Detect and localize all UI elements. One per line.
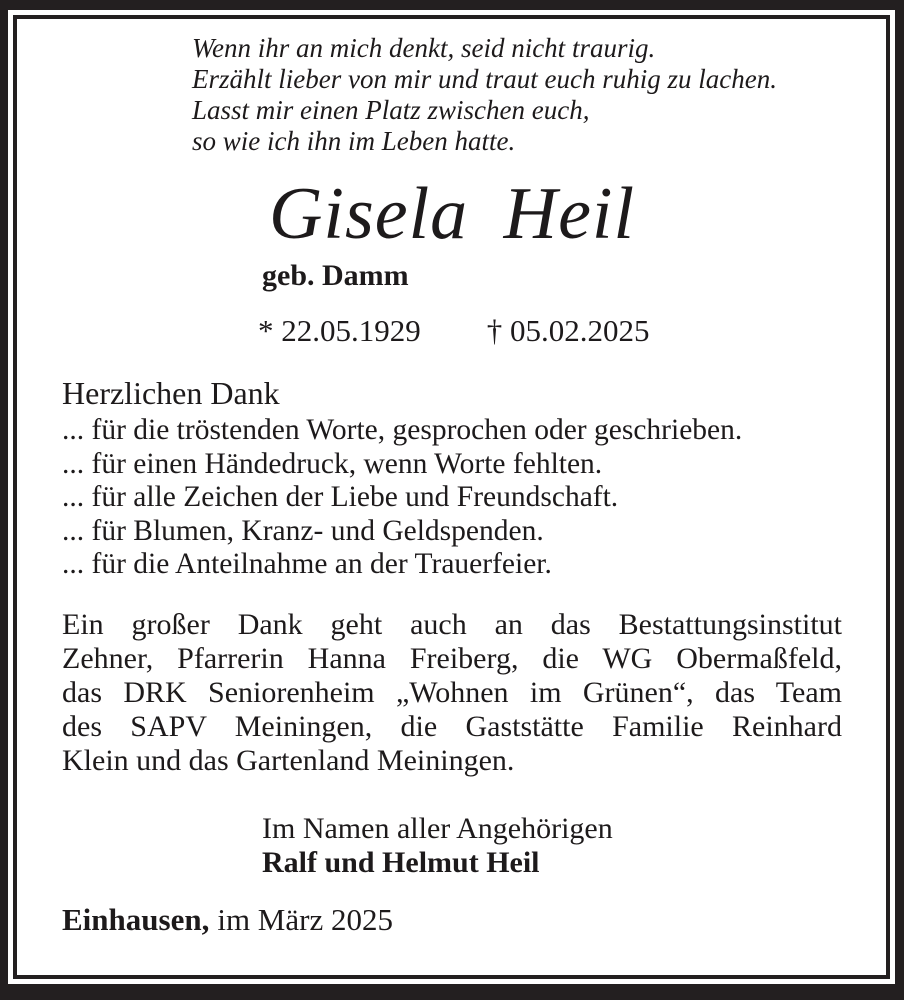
on-behalf-line: Im Namen aller Angehörigen bbox=[262, 811, 613, 845]
acknowledgement-line: Ein großer Dank geht auch an das Bestattungsinstitut bbox=[62, 607, 842, 641]
thanks-item: ... für einen Händedruck, wenn Worte fehlten. bbox=[62, 447, 603, 480]
acknowledgement-line: das DRK Seniorenheim „Wohnen im Grünen“, das Team bbox=[62, 675, 842, 709]
thanks-item: ... für alle Zeichen der Liebe und Freundschaft. bbox=[62, 481, 619, 513]
acknowledgement-line: des SAPV Meiningen, die Gaststätte Familie Reinhard bbox=[62, 709, 842, 743]
acknowledgement-paragraph bbox=[62, 608, 842, 778]
deceased-name: Gisela Heil bbox=[268, 173, 636, 255]
poem-line: Lasst mir einen Platz zwischen euch, bbox=[192, 95, 590, 125]
family-names: Ralf und Helmut Heil bbox=[262, 845, 540, 879]
birth-date-value: 22.05.1929 bbox=[281, 313, 421, 348]
date-text: im März 2025 bbox=[217, 901, 393, 937]
death-date bbox=[487, 313, 650, 348]
closing-block bbox=[262, 812, 842, 880]
place-name: Einhausen, bbox=[62, 901, 210, 937]
poem-line: so wie ich ihn im Leben hatte. bbox=[192, 126, 516, 156]
inner-frame bbox=[13, 15, 890, 979]
death-cross-icon: † bbox=[486, 313, 503, 348]
thanks-heading: Herzlichen Dank bbox=[62, 375, 280, 411]
maiden-name: geb. Damm bbox=[262, 259, 409, 292]
death-date-value: 05.02.2025 bbox=[510, 313, 650, 348]
poem-line: Erzählt lieber von mir und traut euch ruhig zu lachen. bbox=[192, 64, 777, 94]
thanks-item: ... für die Anteilnahme an der Trauerfeier. bbox=[62, 548, 552, 580]
place-date-line bbox=[62, 902, 842, 938]
poem-line: Wenn ihr an mich denkt, seid nicht traurig. bbox=[192, 33, 656, 63]
thanks-item: ... für die tröstenden Worte, gesprochen oder geschrieben. bbox=[62, 414, 743, 446]
birth-date bbox=[258, 313, 421, 348]
acknowledgement-line: Klein und das Gartenland Meiningen. bbox=[62, 743, 515, 777]
birth-star-icon: * bbox=[258, 313, 274, 348]
memorial-poem bbox=[192, 33, 842, 157]
thanks-item: ... für Blumen, Kranz- und Geldspenden. bbox=[62, 514, 544, 547]
acknowledgement-line: Zehner, Pfarrerin Hanna Freiberg, die WG Obermaßfeld, bbox=[62, 641, 842, 675]
thanks-list bbox=[62, 414, 842, 582]
life-dates bbox=[258, 313, 842, 349]
